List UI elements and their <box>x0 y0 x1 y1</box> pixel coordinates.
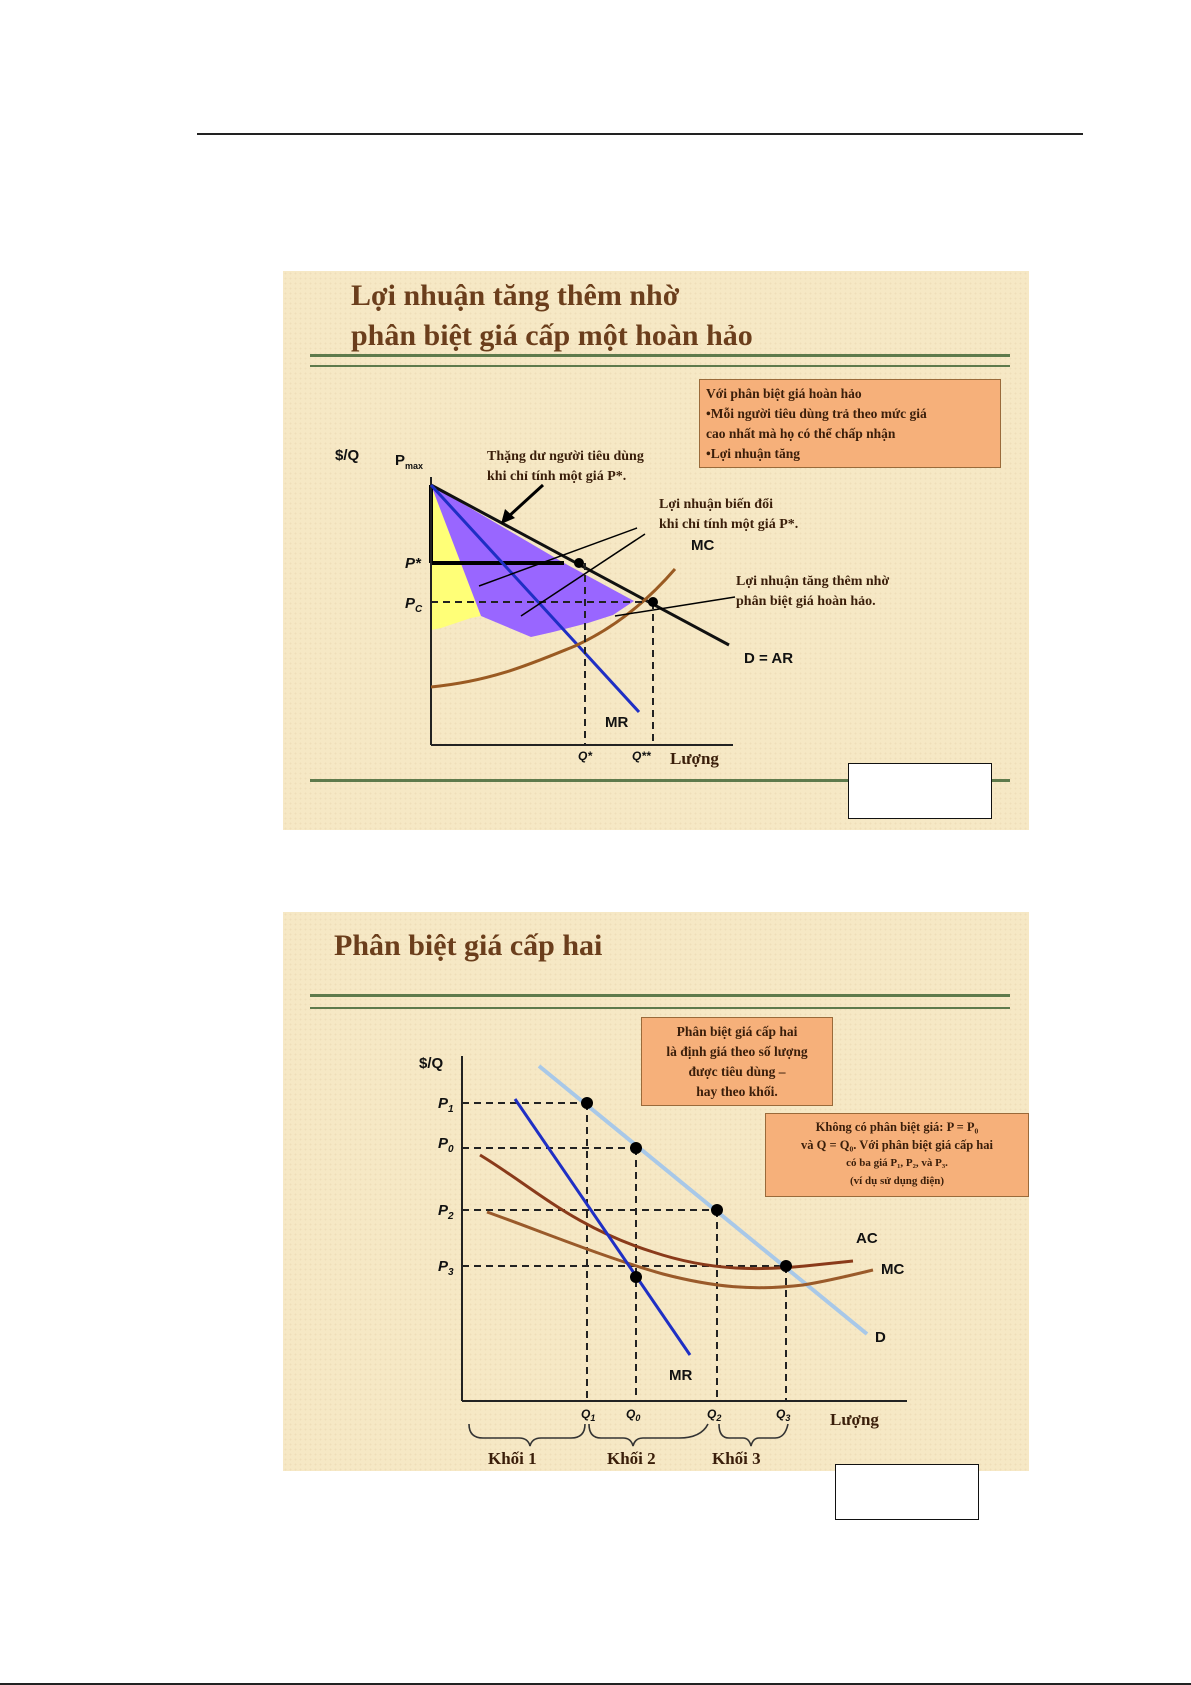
q1-label: $Q_1$ <box>581 1407 596 1423</box>
y-axis-label: $/Q <box>335 447 360 464</box>
p3-label: $P_3$ <box>438 1258 454 1278</box>
p3-point <box>780 1260 792 1272</box>
pstar-point <box>574 558 584 568</box>
q0-label: $Q_0$ <box>626 1407 641 1423</box>
note1-line-3: được tiêu dùng – <box>688 1064 786 1079</box>
block3-label: Khối 3 <box>712 1449 761 1468</box>
mc-label: MC <box>881 1261 905 1278</box>
q2-label: $Q_2$ <box>707 1407 722 1423</box>
p2-point <box>711 1204 723 1216</box>
block1-brace <box>469 1424 585 1446</box>
perfect-discrimination-chart <box>283 271 1029 830</box>
block1-label: Khối 1 <box>488 1449 537 1468</box>
extra-profit-annotation-line-2: phân biệt giá hoàn hảo. <box>736 594 876 609</box>
note2-line-4: (ví dụ sử dụng điện) <box>849 1175 945 1187</box>
mr-mc-point <box>630 1271 642 1283</box>
slide-second-degree-discrimination <box>283 912 1029 1471</box>
cs-arrow <box>508 485 543 517</box>
p2-label: $P_2$ <box>438 1202 454 1222</box>
note-line-4: •Lợi nhuận tăng <box>706 446 800 461</box>
mr-curve <box>515 1099 690 1355</box>
page-number-box <box>848 763 992 819</box>
pc-point <box>648 597 658 607</box>
y-axis-label: $/Q <box>419 1055 444 1072</box>
p0-point <box>630 1142 642 1154</box>
title-line-1: Lợi nhuận tăng thêm nhờ <box>351 279 680 312</box>
x-axis-label: Lượng <box>830 1410 879 1429</box>
block3-brace <box>719 1424 788 1446</box>
p0-label: $P_0$ <box>438 1135 454 1155</box>
pmax-label: $P_{max}$ <box>395 452 424 471</box>
note2-line-3: có ba giá P₁, P₂, và P₃. <box>846 1157 948 1169</box>
note1-line-4: hay theo khối. <box>696 1084 778 1099</box>
extra-profit-annotation-line-1: Lợi nhuận tăng thêm nhờ <box>736 574 890 589</box>
demand-label: D = AR <box>744 650 794 667</box>
q3-label: $Q_3$ <box>776 1407 791 1423</box>
page-number-box <box>835 1464 979 1520</box>
block2-brace <box>589 1424 708 1446</box>
note-line-1: Với phân biệt giá hoàn hảo <box>706 386 862 401</box>
slide-title: Phân biệt giá cấp hai <box>334 929 603 962</box>
note1-line-1: Phân biệt giá cấp hai <box>676 1024 798 1039</box>
qstar-label: Q* <box>578 749 593 763</box>
mr-label: MR <box>669 1367 693 1384</box>
mc-curve <box>487 1212 873 1288</box>
note2-line-2: và Q = Q₀. Với phân biệt giá cấp hai <box>801 1138 993 1152</box>
cs-annotation-line-1: Thặng dư người tiêu dùng <box>487 449 644 464</box>
title-line-2: phân biệt giá cấp một hoàn hảo <box>351 319 753 352</box>
x-axis-label: Lượng <box>670 749 719 768</box>
demand-label: D <box>875 1329 886 1346</box>
vp-annotation-line-2: khi chỉ tính một giá P*. <box>659 517 799 532</box>
cs-annotation-line-2: khi chỉ tính một giá P*. <box>487 469 627 484</box>
page-header-rule <box>197 133 1083 135</box>
pc-label: $P_C$ <box>405 595 423 615</box>
block2-label: Khối 2 <box>607 1449 656 1468</box>
slide-first-degree-discrimination <box>283 271 1029 830</box>
block-pricing-chart <box>283 912 1029 1471</box>
vp-annotation-line-1: Lợi nhuận biến đổi <box>659 497 773 512</box>
mc-label: MC <box>691 537 715 554</box>
extra-profit-pointer <box>615 597 735 616</box>
p1-label: $P_1$ <box>438 1095 454 1115</box>
note-line-3: cao nhất mà họ có thể chấp nhận <box>706 426 896 441</box>
p1-point <box>581 1097 593 1109</box>
ac-label: AC <box>856 1230 878 1247</box>
note1-line-2: là định giá theo số lượng <box>666 1044 808 1059</box>
qstarstar-label: Q** <box>632 749 651 763</box>
mr-label: MR <box>605 714 629 731</box>
pstar-label: P* <box>405 555 421 572</box>
note2-line-1: Không có phân biệt giá: P = P₀ <box>815 1120 979 1134</box>
note-line-2: •Mỗi người tiêu dùng trả theo mức giá <box>706 406 927 421</box>
